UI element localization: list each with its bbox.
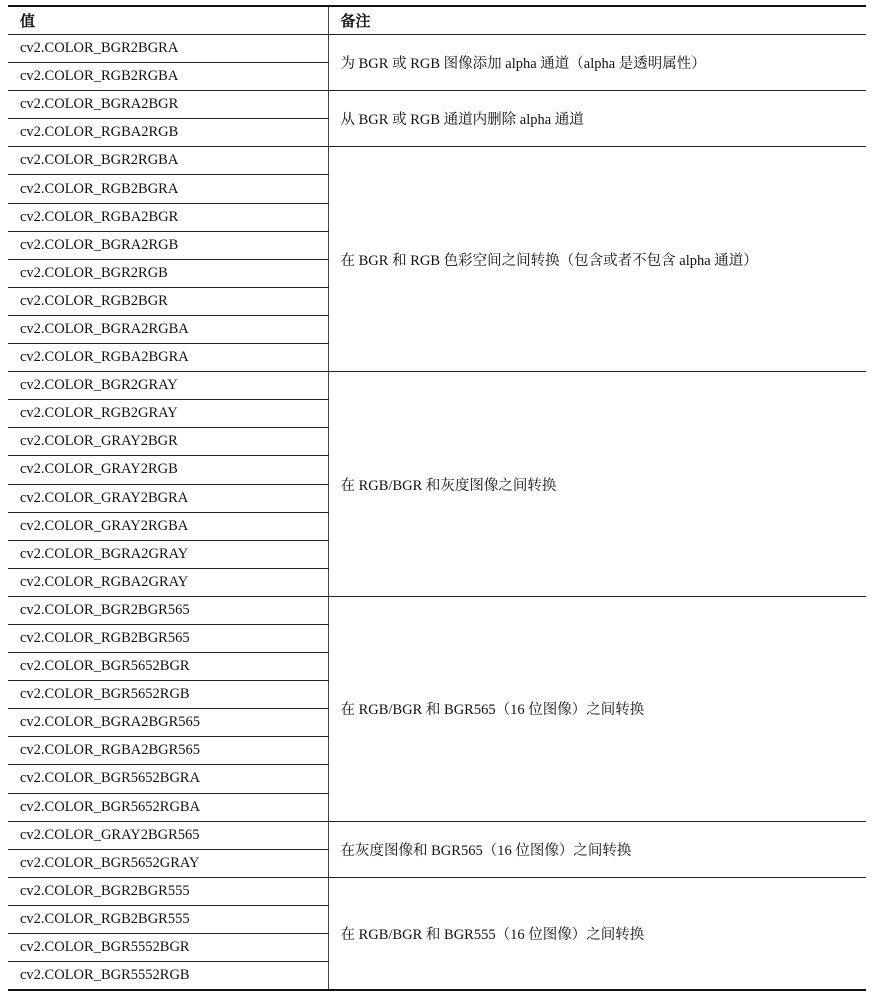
flag-value: cv2.COLOR_GRAY2BGRA bbox=[8, 484, 328, 512]
flag-value: cv2.COLOR_GRAY2BGR bbox=[8, 428, 328, 456]
header-note: 备注 bbox=[328, 6, 866, 35]
flag-value: cv2.COLOR_BGR2RGBA bbox=[8, 147, 328, 175]
flag-value: cv2.COLOR_BGR2RGB bbox=[8, 259, 328, 287]
flag-value: cv2.COLOR_GRAY2RGBA bbox=[8, 512, 328, 540]
flag-value: cv2.COLOR_BGR5652RGBA bbox=[8, 793, 328, 821]
table-row bbox=[8, 372, 866, 400]
note-cell: 在 BGR 和 RGB 色彩空间之间转换（包含或者不包含 alpha 通道） bbox=[328, 147, 866, 372]
flag-value: cv2.COLOR_BGR5652BGRA bbox=[8, 765, 328, 793]
table-row bbox=[8, 877, 866, 905]
flag-value: cv2.COLOR_BGR5652RGB bbox=[8, 681, 328, 709]
flag-value: cv2.COLOR_BGRA2BGR565 bbox=[8, 709, 328, 737]
flag-value: cv2.COLOR_BGR2BGR565 bbox=[8, 596, 328, 624]
flag-value: cv2.COLOR_RGB2RGBA bbox=[8, 63, 328, 91]
flag-value: cv2.COLOR_BGR5552BGR bbox=[8, 934, 328, 962]
table-row bbox=[8, 147, 866, 175]
note-cell: 在灰度图像和 BGR565（16 位图像）之间转换 bbox=[328, 821, 866, 877]
table-header-row bbox=[8, 6, 866, 35]
flag-value: cv2.COLOR_GRAY2BGR565 bbox=[8, 821, 328, 849]
flag-value: cv2.COLOR_RGB2BGR bbox=[8, 287, 328, 315]
note-cell: 从 BGR 或 RGB 通道内删除 alpha 通道 bbox=[328, 91, 866, 147]
header-value: 值 bbox=[8, 6, 328, 35]
flag-value: cv2.COLOR_RGBA2GRAY bbox=[8, 568, 328, 596]
note-cell: 在 RGB/BGR 和灰度图像之间转换 bbox=[328, 372, 866, 597]
flag-value: cv2.COLOR_BGR5652GRAY bbox=[8, 849, 328, 877]
note-cell: 在 RGB/BGR 和 BGR565（16 位图像）之间转换 bbox=[328, 596, 866, 821]
flag-value: cv2.COLOR_RGB2GRAY bbox=[8, 400, 328, 428]
table-body bbox=[8, 35, 866, 991]
flag-value: cv2.COLOR_BGR2GRAY bbox=[8, 372, 328, 400]
flag-value: cv2.COLOR_GRAY2RGB bbox=[8, 456, 328, 484]
flag-value: cv2.COLOR_RGB2BGR565 bbox=[8, 624, 328, 652]
flag-value: cv2.COLOR_RGBA2BGRA bbox=[8, 344, 328, 372]
flag-value: cv2.COLOR_BGR2BGRA bbox=[8, 35, 328, 63]
flag-value: cv2.COLOR_RGB2BGRA bbox=[8, 175, 328, 203]
flag-value: cv2.COLOR_RGBA2RGB bbox=[8, 119, 328, 147]
flag-value: cv2.COLOR_RGB2BGR555 bbox=[8, 905, 328, 933]
table-row bbox=[8, 596, 866, 624]
flag-value: cv2.COLOR_BGRA2GRAY bbox=[8, 540, 328, 568]
note-cell: 在 RGB/BGR 和 BGR555（16 位图像）之间转换 bbox=[328, 877, 866, 990]
flag-value: cv2.COLOR_BGR5552RGB bbox=[8, 962, 328, 991]
table-row bbox=[8, 821, 866, 849]
table-row bbox=[8, 35, 866, 63]
color-conversion-table bbox=[8, 5, 866, 991]
flag-value: cv2.COLOR_BGRA2RGB bbox=[8, 231, 328, 259]
flag-value: cv2.COLOR_BGR2BGR555 bbox=[8, 877, 328, 905]
flag-value: cv2.COLOR_RGBA2BGR bbox=[8, 203, 328, 231]
flag-value: cv2.COLOR_BGRA2RGBA bbox=[8, 315, 328, 343]
flag-value: cv2.COLOR_BGR5652BGR bbox=[8, 653, 328, 681]
table-row bbox=[8, 91, 866, 119]
flag-value: cv2.COLOR_RGBA2BGR565 bbox=[8, 737, 328, 765]
flag-value: cv2.COLOR_BGRA2BGR bbox=[8, 91, 328, 119]
note-cell: 为 BGR 或 RGB 图像添加 alpha 通道（alpha 是透明属性） bbox=[328, 35, 866, 91]
